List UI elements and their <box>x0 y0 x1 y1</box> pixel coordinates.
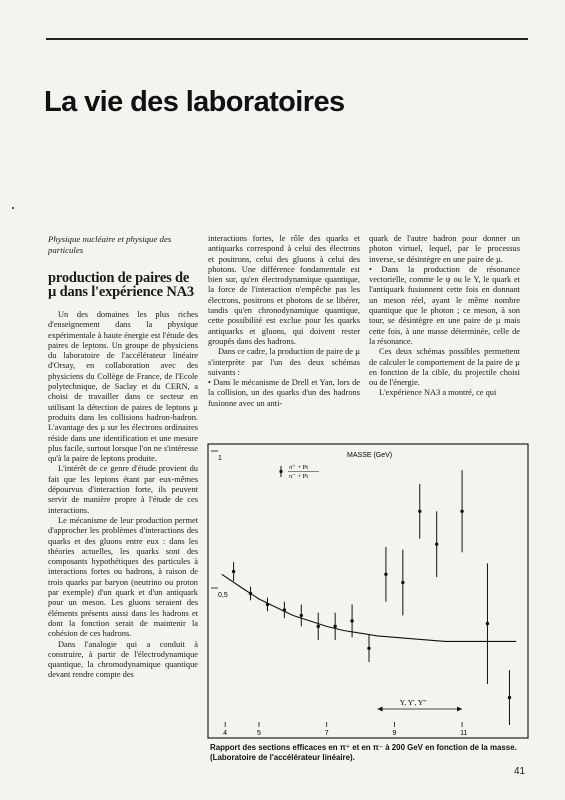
paragraph: Le mécanisme de leur production permet d'approcher les problèmes d'interactions des quarks et des gluons entre eux : dans les théories actuelles, les quarks sont des composants hypothétiques des particules à interactions fortes ou hadrons, à raison de trois quarks par baryon (neutrino ou proton par exemple) d'un quark et d'un antiquark pour un meson. Les gluons seraient des éléments présents aussi dans les hadrons et dont la fonction serait de maintenir la cohésion de ces hadrons. <box>48 515 198 639</box>
annotation-group <box>377 698 462 712</box>
column-2 <box>208 234 360 409</box>
chart-title: MASSE (GeV) <box>347 452 393 459</box>
paragraph: Dans ce cadre, la production de paire de µ s'interprète par l'un des deux schémas suivants : <box>208 347 360 377</box>
x-tick-label: 5 <box>257 730 261 737</box>
x-tick-label: 11 <box>460 730 468 737</box>
y-tick-label: 1 <box>218 455 222 462</box>
figure-caption <box>210 743 528 763</box>
data-point <box>232 570 235 573</box>
paragraph: Dans l'analogie qui a conduit à construire, à partir de l'électrodynamique quantique, la chromodynamique quantique devant rendre compte des <box>48 639 198 680</box>
section-label: Physique nucléaire et physique des particules <box>48 234 172 255</box>
annotation-arrowhead-left <box>377 707 382 712</box>
paragraph: interactions fortes, le rôle des quarks et antiquarks correspond à celui des électrons et positrons, celui des gluons à celui des photons. Une différence fondamentale est bien sur, qu'en électrodynamique quantique, la force de l'interaction n'empêche pas les électrons, positrons et photons de se libérer, tandis qu'en chronodynamique quantique, cette possibilité est exclue pour les quarks antiquarks et gluons, qui doivent rester groupés dans des hadrons. <box>208 234 360 346</box>
annotation-label: Υ, Υ', Υ'' <box>399 698 427 707</box>
x-tick-label: 7 <box>324 730 329 737</box>
paragraph: Un des domaines les plus riches d'enseignement dans la physique expérimentale à haute énergie est l'étude des paires de leptons. Un groupe de physiciens du laboratoire de l'accélérateur linéaire d'Orsay, en collaboration avec des physiciens du Collège de France, de l'Ecole polytechnique, de Saclay et du CERN, a choisi de travailler dans ce secteur en utilisant la détection de paires de leptons µ produits dans les collisions hadron-hadron. L'avantage des µ sur les électrons ordinaires réside dans une identification et une mesure plus facile, surtout lorsque l'on ne s'intéresse qu'à la paire de leptons produite. <box>48 310 198 464</box>
fit-curve <box>222 574 516 641</box>
figure-chart <box>207 443 529 739</box>
bullet-paragraph: • Dans le mécanisme de Drell et Yan, lors de la collision, un des quarks d'un des hadrons fusionne avec un anti- <box>208 378 360 409</box>
legend-label-1: π⁺ + Pt <box>289 464 309 471</box>
caption-line-1: Rapport des sections efficaces en π⁺ et en π⁻ à 200 GeV en fonction de la masse. <box>210 743 517 752</box>
data-point <box>384 573 387 576</box>
data-points <box>232 470 511 725</box>
data-point <box>435 542 438 545</box>
data-point <box>266 603 269 606</box>
annotation-arrowhead-right <box>457 707 462 712</box>
y-tick-label: 0,5 <box>218 592 228 599</box>
data-point <box>249 592 252 595</box>
data-point <box>367 647 370 650</box>
data-point <box>508 696 511 699</box>
data-point <box>418 510 421 513</box>
caption-line-2: (Laboratoire de l'accélérateur linéaire). <box>210 753 355 762</box>
legend-marker <box>279 470 282 473</box>
margin-mark <box>12 207 14 209</box>
bullet-paragraph: • Dans la production de résonance vectorielle, comme le ψ ou le Υ, le quark et l'antiquark fusionnent cette fois en donnant un meson réel, ayant le même nombre quantique que le photon ; ce meson, à son tour, se désintègre en une paire de µ mais cette fois, à une masse déterminée, celle de la résonance. <box>369 265 520 347</box>
chart-frame <box>208 444 528 738</box>
page-title: La vie des laboratoires <box>44 86 345 118</box>
data-point <box>283 608 286 611</box>
data-point <box>401 581 404 584</box>
data-point <box>350 619 353 622</box>
paragraph: L'expérience NA3 a montré, ce qui <box>379 388 497 398</box>
paragraph: quark de l'autre hadron pour donner un photon virtuel, lequel, par le processus inverse, se désintègre en une paire de µ. <box>369 234 520 264</box>
paragraph: Ces deux schémas possibles permettent de calculer le comportement de la paire de µ en fonction de la cible, du projectile choisi ou de l'énergie. <box>369 347 520 388</box>
legend-label-2: π⁻ + Pt <box>289 473 309 480</box>
x-tick-label: 4 <box>223 730 228 737</box>
column-3 <box>369 234 520 399</box>
data-point <box>460 510 463 513</box>
column-1 <box>48 234 198 681</box>
data-point <box>300 614 303 617</box>
chart-legend <box>279 464 319 480</box>
data-point <box>486 622 489 625</box>
data-point <box>333 625 336 628</box>
page-number: 41 <box>514 766 526 777</box>
data-point <box>317 625 320 628</box>
paragraph: L'intérêt de ce genre d'étude provient du fait que les leptons étant par eux-mêmes dépourvus d'interaction forte, ils peuvent servir de manière propre à l'étude de ces interactions. <box>48 464 198 515</box>
article-heading: production de paires de µ dans l'expérience NA3 <box>48 270 194 300</box>
chart-svg <box>207 443 529 739</box>
x-tick-label: 9 <box>392 730 397 737</box>
top-rule <box>46 38 528 40</box>
